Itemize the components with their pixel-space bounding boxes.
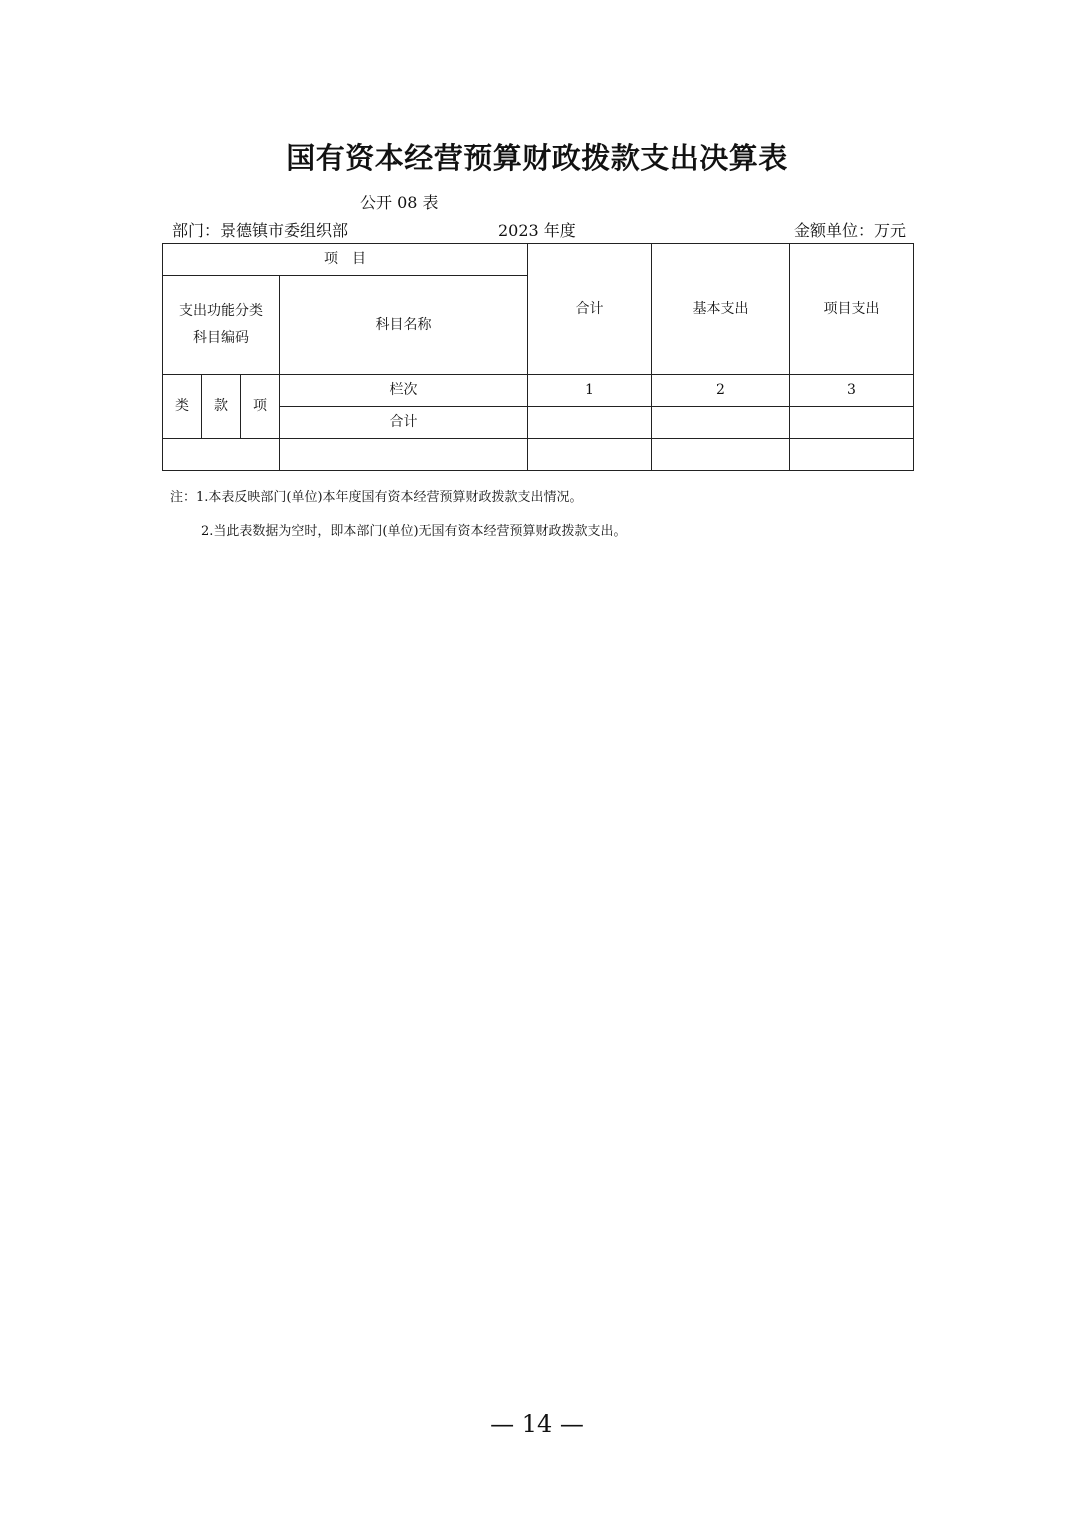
amount-unit-label: 金额单位：万元 [793,221,906,240]
table-cell [790,407,914,439]
code-part-item: 项 [241,375,280,439]
table-cell: 1 [528,375,652,407]
note-line-2: 2.当此表数据为空时，即本部门(单位)无国有资本经营预算财政拨款支出。 [201,524,627,539]
fiscal-year-label: 2023 年度 [498,221,576,240]
table-cell [652,439,790,471]
code-part-category: 类 [163,375,202,439]
header-item-cell: 项 目 [163,244,528,276]
row-label [280,439,528,471]
header-subject-name: 科目名称 [280,276,528,375]
table-cell: 2 [652,375,790,407]
page-number: — 14 — [490,1410,584,1438]
header-total: 合计 [528,244,652,375]
header-basic-expenditure: 基本支出 [652,244,790,375]
note-line-1: 注：1.本表反映部门(单位)本年度国有资本经营预算财政拨款支出情况。 [170,490,583,505]
header-function-code [163,276,280,375]
code-part-section: 款 [202,375,241,439]
page-title: 国有资本经营预算财政拨款支出决算表 [286,141,788,175]
table-row [163,375,914,407]
header-function-code-line1: 支出功能分类 [179,303,263,320]
department-label: 部门：景德镇市委组织部 [172,221,349,240]
header-row-item [163,244,914,276]
expenditure-table [162,243,914,471]
header-function-code-line2: 科目编码 [193,330,249,346]
form-code: 公开 08 表 [360,193,439,212]
header-project-expenditure: 项目支出 [790,244,914,375]
table-cell [528,407,652,439]
table-cell [652,407,790,439]
row-label: 栏次 [280,375,528,407]
table-cell [163,439,280,471]
table-cell: 3 [790,375,914,407]
table-cell [790,439,914,471]
table-row [163,439,914,471]
table-cell [528,439,652,471]
row-label: 合计 [280,407,528,439]
